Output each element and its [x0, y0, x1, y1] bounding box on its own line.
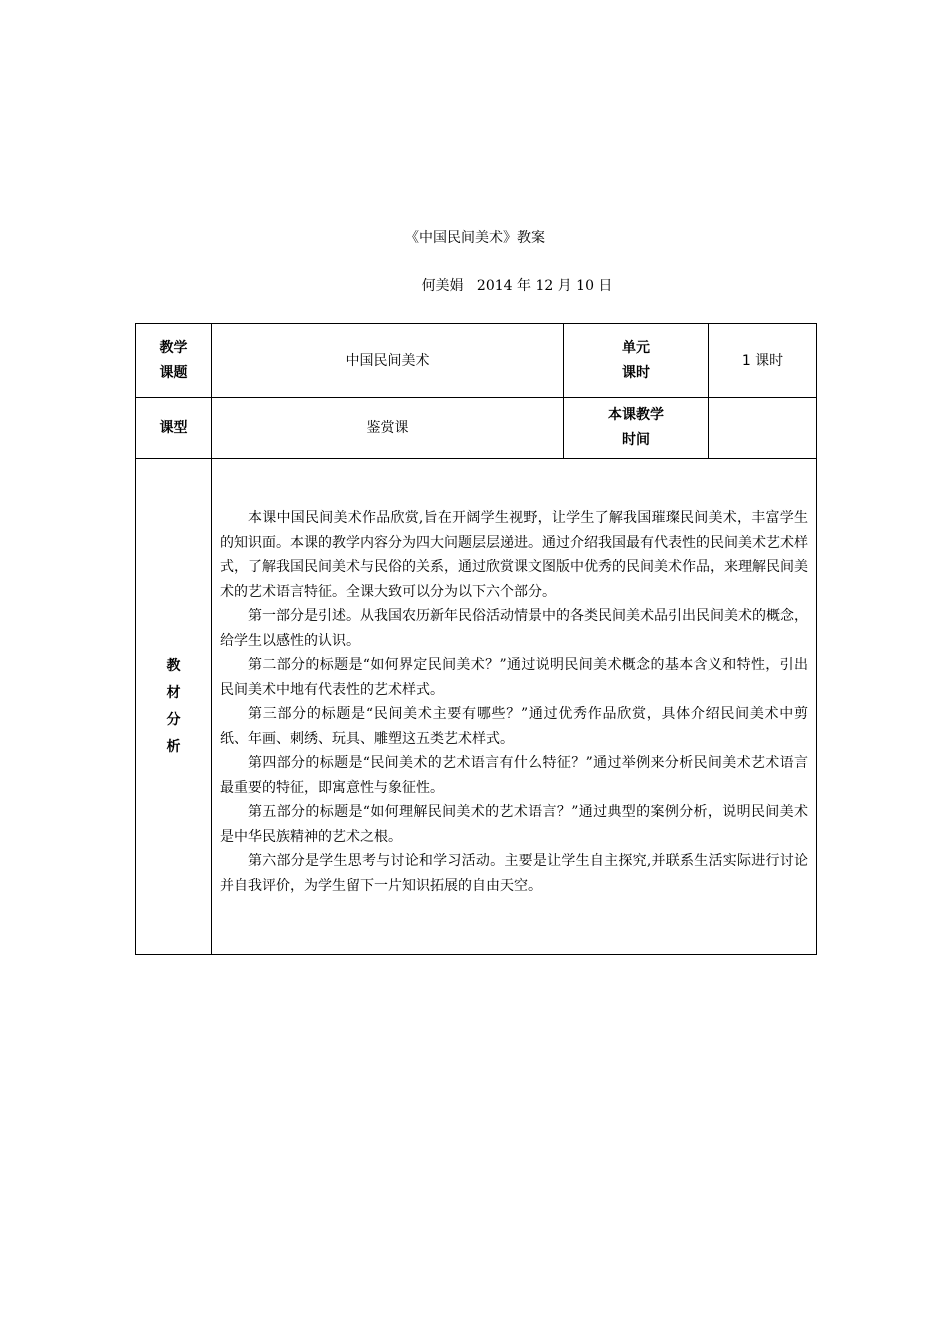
lesson-time-label-line1: 本课教学 — [608, 407, 664, 423]
table-row-lesson-type — [136, 398, 817, 459]
lesson-type-label: 课型 — [136, 398, 212, 459]
lesson-time-label-cell — [564, 398, 709, 459]
unit-hours-label-cell — [564, 324, 709, 398]
analysis-paragraph: 第三部分的标题是“民间美术主要有哪些？”通过优秀作品欣赏，具体介绍民间美术中剪纸、年画、刺绣、玩具、雕塑这五类艺术样式。 — [220, 706, 808, 747]
topic-label-line2: 课题 — [159, 364, 188, 381]
analysis-paragraph: 第二部分的标题是“如何界定民间美术？”通过说明民间美术概念的基本含义和特性，引出民间美术中地有代表性的艺术样式。 — [220, 657, 808, 698]
analysis-paragraph: 第四部分的标题是“民间美术的艺术语言有什么特征？”通过举例来分析民间美术艺术语言最重要的特征，即寓意性与象征性。 — [220, 755, 808, 796]
table-row-topic — [136, 324, 817, 398]
table-row-analysis — [136, 459, 817, 955]
lesson-time-label-line2: 时间 — [622, 432, 650, 448]
unit-hours-value: 1 课时 — [709, 324, 817, 398]
analysis-label-char: 材 — [166, 684, 181, 701]
author-name: 何美娟 — [421, 278, 464, 294]
analysis-paragraph: 第五部分的标题是“如何理解民间美术的艺术语言？”通过典型的案例分析，说明民间美术是中华民族精神的艺术之根。 — [220, 804, 808, 845]
topic-value: 中国民间美术 — [212, 324, 564, 398]
analysis-paragraph: 第六部分是学生思考与讨论和学习活动。主要是让学生自主探究,并联系生活实际进行讨论并自我评价，为学生留下一片知识拓展的自由天空。 — [220, 853, 808, 894]
lesson-time-value — [709, 398, 817, 459]
lesson-plan-table — [135, 323, 817, 955]
analysis-label-char: 分 — [166, 711, 181, 728]
analysis-label — [136, 459, 212, 955]
topic-label-cell — [136, 324, 212, 398]
document-title: 《中国民间美术》教案 — [405, 230, 545, 246]
analysis-content — [212, 459, 817, 955]
unit-hours-label-line2: 课时 — [622, 364, 650, 381]
analysis-label-char: 教 — [166, 657, 181, 674]
author-date-line — [0, 276, 950, 296]
analysis-paragraph: 第一部分是引述。从我国农历新年民俗活动情景中的各类民间美术品引出民间美术的概念，给学生以感性的认识。 — [220, 608, 808, 649]
analysis-label-char: 析 — [166, 738, 181, 755]
unit-hours-label-line1: 单元 — [622, 339, 650, 356]
analysis-paragraph: 本课中国民间美术作品欣赏,旨在开阔学生视野，让学生了解我国璀璨民间美术，丰富学生的知识面。本课的教学内容分为四大问题层层递进。通过介绍我国最有代表性的民间美术艺术样式，了解我国民间美术与民俗的关系，通过欣赏课文图版中优秀的民间美术作品，来理解民间美术的艺术语言特征。全课大致可以分为以下六个部分。 — [220, 510, 808, 600]
lesson-type-value: 鉴赏课 — [212, 398, 564, 459]
document-date: 2014 年 12 月 10 日 — [476, 278, 613, 294]
topic-label-line1: 教学 — [159, 339, 188, 356]
